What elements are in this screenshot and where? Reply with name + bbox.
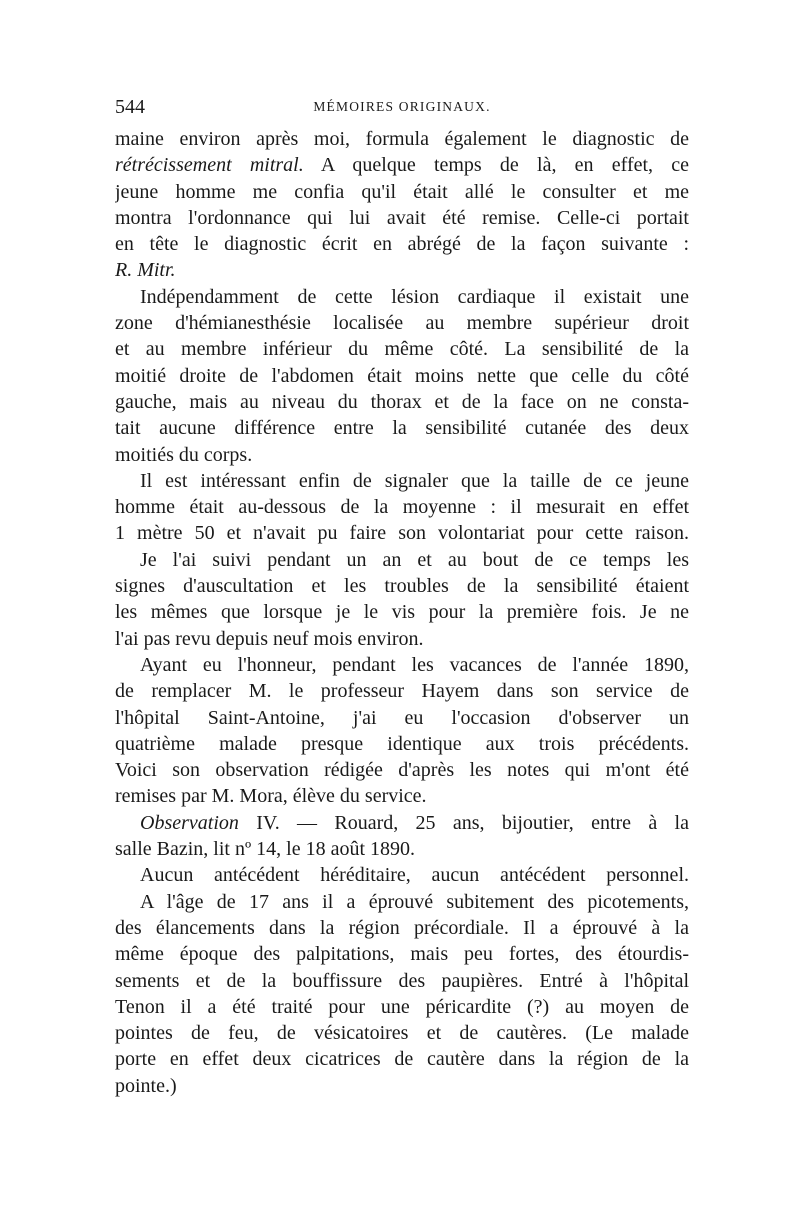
text-line: sements et de la bouffissure des paupières. Entré à l'hôpital [115, 969, 689, 992]
text-line: homme était au-dessous de la moyenne : il mesurait en effet [115, 496, 689, 519]
text-line: moitiés du corps. [115, 443, 253, 466]
text-line: maine environ après moi, formula également le diagnostic de [115, 128, 689, 150]
text-line: zone d'hémianesthésie localisée au membre supérieur droit [115, 312, 689, 335]
text-line: de remplacer M. le professeur Hayem dans son service de [115, 680, 689, 703]
text-line [115, 152, 689, 178]
text-line: tait aucune différence entre la sensibilité cutanée des deux [115, 417, 689, 440]
text-line: porte en effet deux cicatrices de cautère dans la région de la [115, 1048, 689, 1071]
text-line: l'hôpital Saint-Antoine, j'ai eu l'occasion d'observer un [115, 706, 689, 729]
text-line: Je l'ai suivi pendant un an et au bout de ce temps les [140, 548, 689, 571]
line-rest: IV. — Rouard, 25 ans, bijoutier, entre à la [238, 811, 689, 834]
text-line: l'ai pas revu depuis neuf mois environ. [115, 627, 424, 650]
text-line: salle Bazin, lit nº 14, le 18 août 1890. [115, 838, 416, 861]
text-line: Aucun antécédent héréditaire, aucun antécédent personnel. [140, 864, 689, 887]
text-line: Indépendamment de cette lésion cardiaque il existait une [140, 285, 689, 308]
italic-text: Observation [140, 811, 239, 834]
text-line: signes d'auscultation et les troubles de la sensibilité étaient [115, 575, 689, 598]
text-line: Voici son observation rédigée d'après les notes qui m'ont été [115, 759, 689, 782]
text-line: 1 mètre 50 et n'avait pu faire son volontariat pour cette raison. [115, 522, 689, 545]
page-header [115, 96, 689, 126]
text-line: les mêmes que lorsque je le vis pour la première fois. Je ne [115, 601, 689, 624]
text-line: Tenon il a été traité pour une péricardite (?) au moyen de [115, 995, 689, 1018]
text-line: des élancements dans la région précordiale. Il a éprouvé à la [115, 916, 689, 939]
text-line: Il est intéressant enfin de signaler que la taille de ce jeune [140, 469, 689, 492]
text-line: quatrième malade presque identique aux trois précédents. [115, 732, 689, 755]
page [115, 96, 689, 1099]
text-line: montra l'ordonnance qui lui avait été remise. Celle-ci portait [115, 206, 689, 229]
text-line [115, 257, 689, 283]
italic-text: R. Mitr. [115, 259, 176, 282]
text-line: remises par M. Mora, élève du service. [115, 785, 427, 808]
text-line: Ayant eu l'honneur, pendant les vacances de l'année 1890, [140, 653, 689, 676]
text-line: même époque des palpitations, mais peu fortes, des étourdis- [115, 943, 689, 966]
text-line: gauche, mais au niveau du thorax et de la face on ne consta- [115, 390, 689, 413]
line-rest: A quelque temps de là, en effet, ce [303, 154, 689, 177]
running-title: MÉMOIRES ORIGINAUX. [313, 99, 491, 114]
text-line: moitié droite de l'abdomen était moins nette que celle du côté [115, 364, 689, 387]
text-line: A l'âge de 17 ans il a éprouvé subitement des picotements, [140, 890, 689, 913]
body-text [115, 126, 689, 1099]
page-number: 544 [115, 96, 145, 118]
text-line [115, 810, 689, 836]
text-line: pointe.) [115, 1074, 177, 1097]
text-line: en tête le diagnostic écrit en abrégé de la façon suivante : [115, 233, 689, 256]
italic-text: rétrécissement mitral. [115, 154, 304, 177]
text-line: pointes de feu, de vésicatoires et de cautères. (Le malade [115, 1022, 689, 1045]
text-line: jeune homme me confia qu'il était allé le consulter et me [115, 180, 689, 203]
text-line: et au membre inférieur du même côté. La sensibilité de la [115, 338, 689, 361]
